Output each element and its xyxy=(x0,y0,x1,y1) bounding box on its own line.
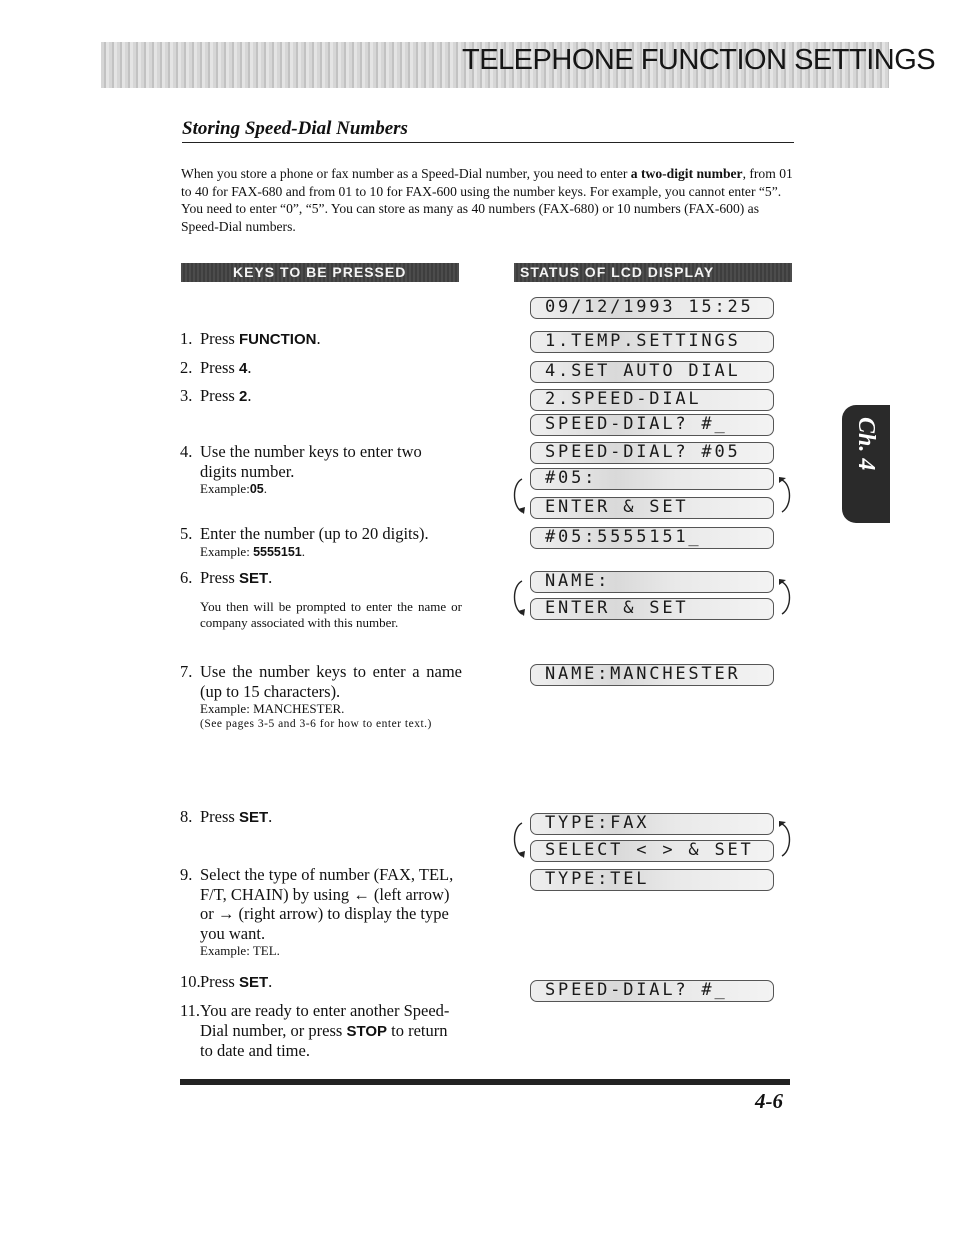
footer-divider xyxy=(180,1079,790,1085)
step-2: 2. Press 4. xyxy=(180,358,252,377)
lcd-column-header: STATUS OF LCD DISPLAY xyxy=(514,263,792,282)
lcd-display: #05: xyxy=(530,468,774,490)
left-arrow-icon: ← xyxy=(353,884,370,904)
lcd-display: 2.SPEED-DIAL xyxy=(530,389,774,411)
section-divider xyxy=(182,142,794,143)
intro-paragraph: When you store a phone or fax number as a Speed-Dial number, you need to enter a two-digit number, from 01 to 40 for FAX-680 and from 01 to 10 for FAX-600 using the number keys. For example, you cannot enter “5”. You need to enter “0”, “5”. You can store as many as 40 numbers (FAX-680) or 10 numbers (FAX-600) as Speed-Dial numbers. xyxy=(181,166,793,234)
lcd-display: NAME:MANCHESTER xyxy=(530,664,774,686)
step-5: 5. Enter the number (up to 20 digits). Example: 5555151. xyxy=(180,524,429,559)
page-title: TELEPHONE FUNCTION SETTINGS xyxy=(462,44,936,76)
step-3: 3. Press 2. xyxy=(180,386,252,405)
lcd-display: NAME: xyxy=(530,571,774,593)
lcd-display: TYPE:TEL xyxy=(530,869,774,891)
cycle-bracket-left-icon xyxy=(508,578,528,618)
step-10: 10.Press SET. xyxy=(180,972,273,991)
lcd-display: 1.TEMP.SETTINGS xyxy=(530,331,774,353)
lcd-display: SPEED-DIAL? #_ xyxy=(530,980,774,1002)
lcd-display: 4.SET AUTO DIAL xyxy=(530,361,774,383)
page-number: 4-6 xyxy=(755,1089,783,1113)
step-1: 1. Press FUNCTION. xyxy=(180,329,321,348)
cycle-bracket-right-icon xyxy=(776,820,796,860)
lcd-display: SELECT < > & SET xyxy=(530,840,774,862)
step-7: 7. Use the number keys to enter a name (up to 15 characters). Example: MANCHESTER. (See pages 3-5 and 3-6 for how to enter text.) xyxy=(180,662,462,730)
lcd-display: ENTER & SET xyxy=(530,497,774,519)
lcd-display: ENTER & SET xyxy=(530,598,774,620)
lcd-display: SPEED-DIAL? #05 xyxy=(530,442,774,464)
right-arrow-icon: → xyxy=(217,904,235,923)
lcd-display: #05:5555151_ xyxy=(530,527,774,549)
chapter-tab-label: Ch. 4 xyxy=(853,417,879,471)
step-6: 6. Press SET. You then will be prompted to enter the name or company associated with this number. xyxy=(180,568,462,630)
lcd-display: 09/12/1993 15:25 xyxy=(530,297,774,319)
section-title: Storing Speed-Dial Numbers xyxy=(182,118,408,139)
cycle-bracket-right-icon xyxy=(776,476,796,516)
chapter-tab xyxy=(842,405,890,523)
cycle-bracket-right-icon xyxy=(776,578,796,618)
step-4: 4. Use the number keys to enter two digits number. Example:05. xyxy=(180,442,422,496)
lcd-display: SPEED-DIAL? #_ xyxy=(530,414,774,436)
cycle-bracket-left-icon xyxy=(508,820,528,860)
keys-column-header: KEYS TO BE PRESSED xyxy=(181,263,459,282)
step-11: 11. You are ready to enter another Speed-Dial number, or press STOP to return to date and time. xyxy=(180,1001,450,1060)
cycle-bracket-left-icon xyxy=(508,476,528,516)
step-8: 8. Press SET. xyxy=(180,807,273,826)
lcd-display: TYPE:FAX xyxy=(530,813,774,835)
step-9: 9. Select the type of number (FAX, TEL, F/T, CHAIN) by using ← (left arrow) or → (right arrow) to display the type you want. Example: TEL. xyxy=(180,865,454,958)
